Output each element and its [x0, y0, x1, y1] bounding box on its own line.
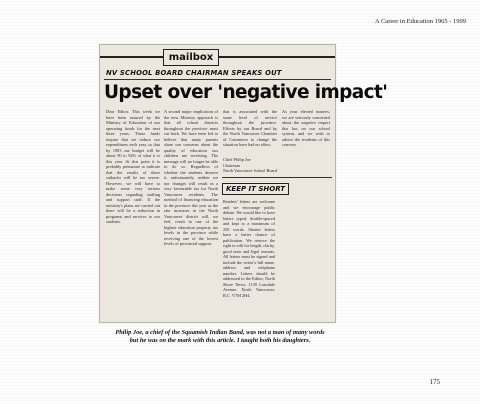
- photo-caption: [60, 329, 380, 345]
- article-column-3: that is associated with the same level of service throughout the province. Efforts by our Board and by the North Vancouver Chamber of Commerce to change the situation have had no effect.: [223, 109, 277, 147]
- kicker-rule: [104, 79, 331, 80]
- keep-it-short-text: Readers' letters are welcome and we encourage public debate. We would like to have letters typed, double-spaced and kept to a maximum of 250 words. Shorter letters have a better chance of publication. We reserve the right to edit for length, clarity, good taste and legal reasons. All letters must be signed and include the writer's full name, address and telephone number. Letters should be addressed to the Editor, North Shore News, 1139 Lonsdale Avenue, North Vancouver, B.C. V7M 2H4.: [223, 199, 275, 298]
- keep-it-short-title: KEEP IT SHORT: [222, 183, 289, 195]
- running-header: A Career in Education 1965 - 1999: [375, 18, 466, 25]
- headline: Upset over 'negative impact': [104, 82, 388, 103]
- caption-line-1: Philip Joe, a chief of the Squamish Indian Band, was not a man of many words: [115, 329, 325, 336]
- caption-line-2: but he was on the mark with this article. I taught both his daughters.: [129, 337, 311, 344]
- article-column-1: Dear Editor. This week we have been assured by the Ministry of Education of our operating funds for the next three years. These funds require that we reduce our expenditures each year, so that by 1983 our budget will be about 90 to 92% of what it is this year. At this point it is probably premature to indicate that the results of these cutbacks will be too severe. However, we will have to make some very serious decisions regarding staffing and support staff. If the ministry's plans are carried out there will be a reduction in programs and services to our students.: [106, 109, 160, 224]
- mailbox-label: mailbox: [163, 49, 219, 66]
- article-column-4: As your elected trustees, we are seriously concerned about the negative impact this has on our school system, and we wish to advise the residents of this concern.: [282, 109, 330, 147]
- page-number: 175: [429, 378, 440, 386]
- kicker-line: NV SCHOOL BOARD CHAIRMAN SPEAKS OUT: [106, 69, 282, 77]
- newspaper-clipping: [99, 44, 388, 323]
- letter-signature: Chief Philip Joe Chairman North Vancouver School Board: [223, 157, 277, 173]
- article-column-2: A second major implication of the new Ministry approach is that all school districts throughout the province must cut back. We have been led to believe that many parents share our concerns about the quality of education our children are receiving. The message will no longer be able to do so. Regardless of whether the students deserve it, unfortunately, neither we nor changes will result in a very favourable tax for North Vancouver residents. The method of financing education in the province this year as the rate increases in the North Vancouver district will, we feel, result in one of the highest education property tax levels in the province while receiving one of the lowest levels of provincial support.: [164, 109, 218, 246]
